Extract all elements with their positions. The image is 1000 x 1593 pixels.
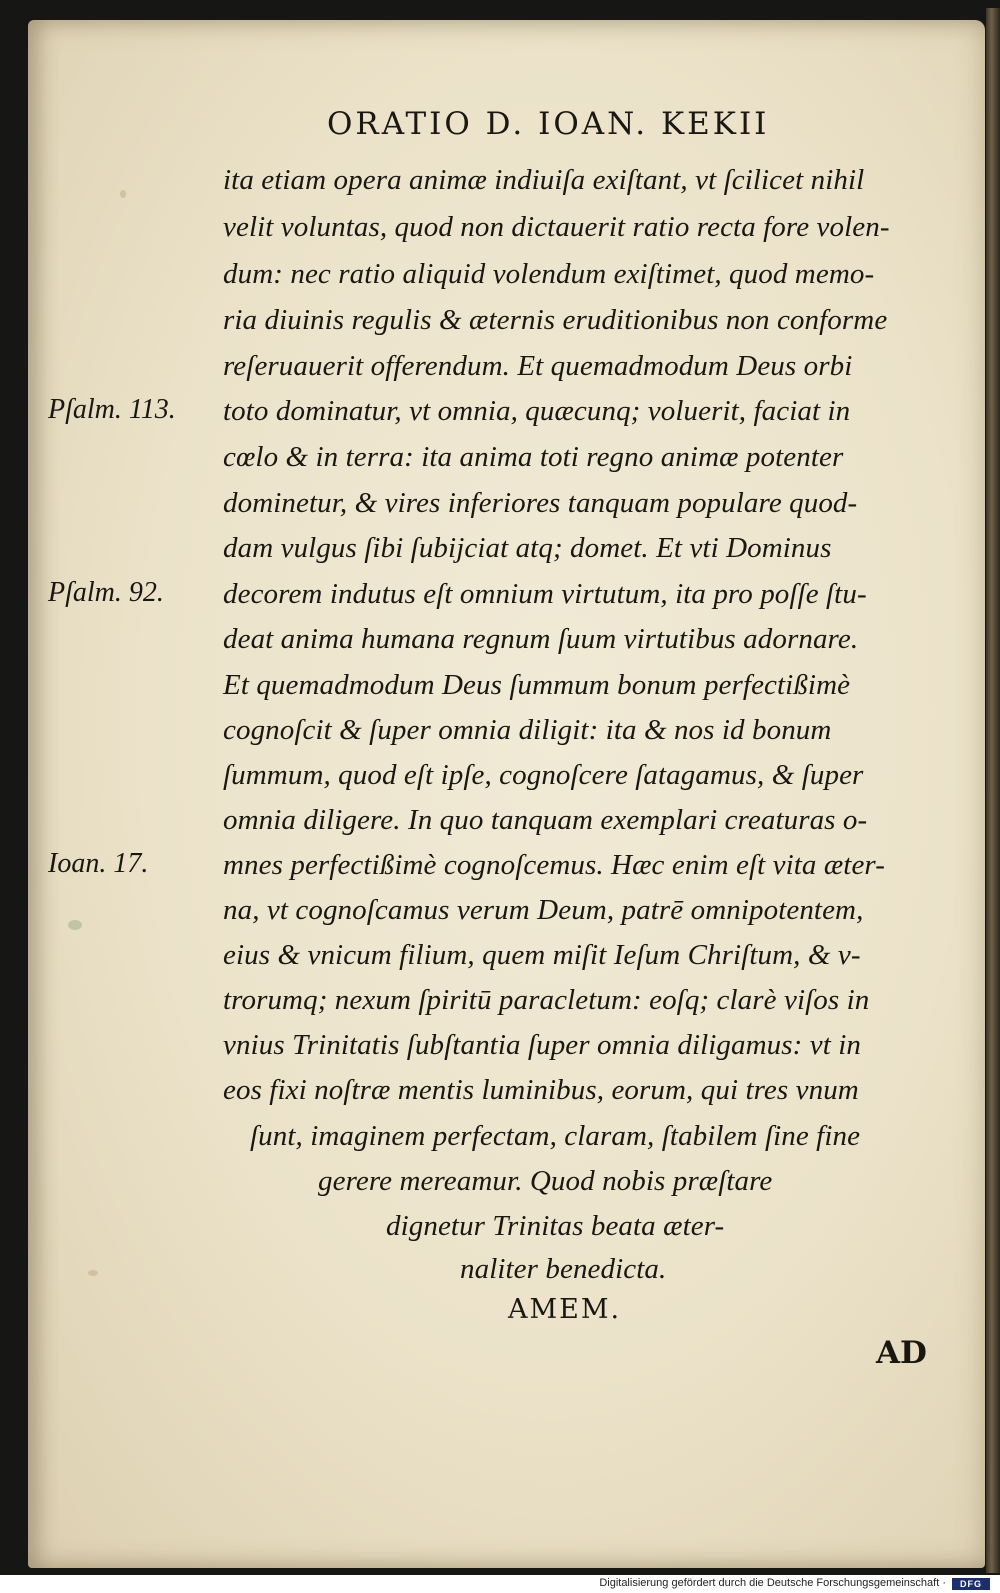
marginal-note-psalm-113: Pſalm. 113.: [48, 394, 176, 425]
text-line: ſunt, imaginem perfectam, claram, ſtabilem ſine fine: [250, 1120, 861, 1152]
text-line: cognoſcit & ſuper omnia diligit: ita & nos id bonum: [223, 714, 832, 746]
text-line: ita etiam opera animæ indiuiſa exiſtant, vt ſcilicet nihil: [223, 164, 865, 196]
text-line: velit voluntas, quod non dictauerit ratio recta fore volen-: [223, 211, 890, 243]
text-line: dam vulgus ſibi ſubijciat atq; domet. Et vti Dominus: [223, 532, 832, 564]
text-line: ria diuinis regulis & æternis eruditionibus non conforme: [223, 304, 888, 336]
text-line: dominetur, & vires inferiores tanquam populare quod-: [223, 487, 858, 519]
text-line: decorem indutus eſt omnium virtutum, ita pro poſſe ſtu-: [223, 578, 867, 610]
text-line: vnius Trinitatis ſubſtantia ſuper omnia diligamus: vt in: [223, 1029, 861, 1061]
text-line: na, vt cognoſcamus verum Deum, patrē omnipotentem,: [223, 894, 864, 926]
paper-stain: [88, 1270, 98, 1276]
paper-leaf: [28, 20, 985, 1568]
paper-stain: [120, 190, 126, 198]
text-line: Et quemadmodum Deus ſummum bonum perfectißimè: [223, 669, 851, 701]
text-line: trorumq; nexum ſpiritū paracletum: eoſq; clarè viſos in: [223, 984, 870, 1016]
closing-amen: AMEM.: [508, 1294, 622, 1325]
text-line: mnes perfectißimè cognoſcemus. Hæc enim eſt vita æter-: [223, 849, 885, 881]
text-line: omnia diligere. In quo tanquam exemplari creaturas o-: [223, 804, 868, 836]
catchword: AD: [876, 1335, 927, 1371]
text-line: gerere mereamur. Quod nobis præſtare: [318, 1165, 773, 1197]
text-line: naliter benedicta.: [460, 1253, 667, 1285]
text-line: ſummum, quod eſt ipſe, cognoſcere ſatagamus, & ſuper: [223, 759, 864, 791]
text-line: eos fixi noſtræ mentis luminibus, eorum, qui tres vnum: [223, 1074, 859, 1106]
marginal-note-psalm-92: Pſalm. 92.: [48, 577, 164, 608]
funding-credit: Digitalisierung gefördert durch die Deutsche Forschungsgemeinschaft ·: [599, 1577, 946, 1589]
text-line: toto dominatur, vt omnia, quæcunq; voluerit, faciat in: [223, 395, 851, 427]
footer-bar: [0, 1575, 1000, 1593]
marginal-note-john-17: Ioan. 17.: [48, 848, 149, 879]
text-line: dignetur Trinitas beata æter-: [386, 1210, 725, 1242]
dfg-logo: DFG: [952, 1578, 990, 1590]
text-line: reſeruauerit offerendum. Et quemadmodum Deus orbi: [223, 350, 853, 382]
text-line: eius & vnicum filium, quem miſit Ieſum Chriſtum, & v-: [223, 939, 861, 971]
book-edge: [986, 8, 1000, 1573]
running-title: ORATIO D. IOAN. KEKII: [327, 106, 770, 142]
text-line: deat anima humana regnum ſuum virtutibus adornare.: [223, 623, 859, 655]
text-line: dum: nec ratio aliquid volendum exiſtimet, quod memo-: [223, 258, 875, 290]
text-line: cœlo & in terra: ita anima toti regno animæ potenter: [223, 441, 844, 473]
paper-stain: [68, 920, 82, 930]
